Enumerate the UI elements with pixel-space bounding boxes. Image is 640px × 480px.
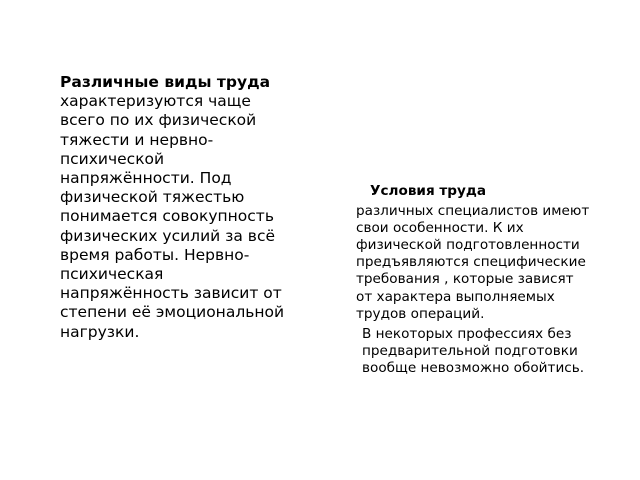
right-text-block xyxy=(356,183,592,377)
right-heading-line xyxy=(356,183,592,200)
left-text-block xyxy=(60,73,292,342)
right-heading: Условия труда xyxy=(370,183,487,199)
left-heading: Различные виды труда xyxy=(60,73,271,91)
left-body: характеризуются чаще всего по их физической тяжести и нервно-психической напряжённости. Под физической тяжестью понимается совокупность физических усилий за всё время работы. Нервно-психическая напряжённость зависит от степени её эмоциональной нагрузки. xyxy=(60,92,285,341)
right-paragraph-1: различных специалистов имеют свои особенности. К их физической подготовленности предъявляются специфические требования , которые зависят от характера выполняемых трудов операций. xyxy=(356,203,590,322)
right-paragraph-2: В некоторых профессиях без предварительной подготовки вообще невозможно обойтись. xyxy=(362,325,585,376)
